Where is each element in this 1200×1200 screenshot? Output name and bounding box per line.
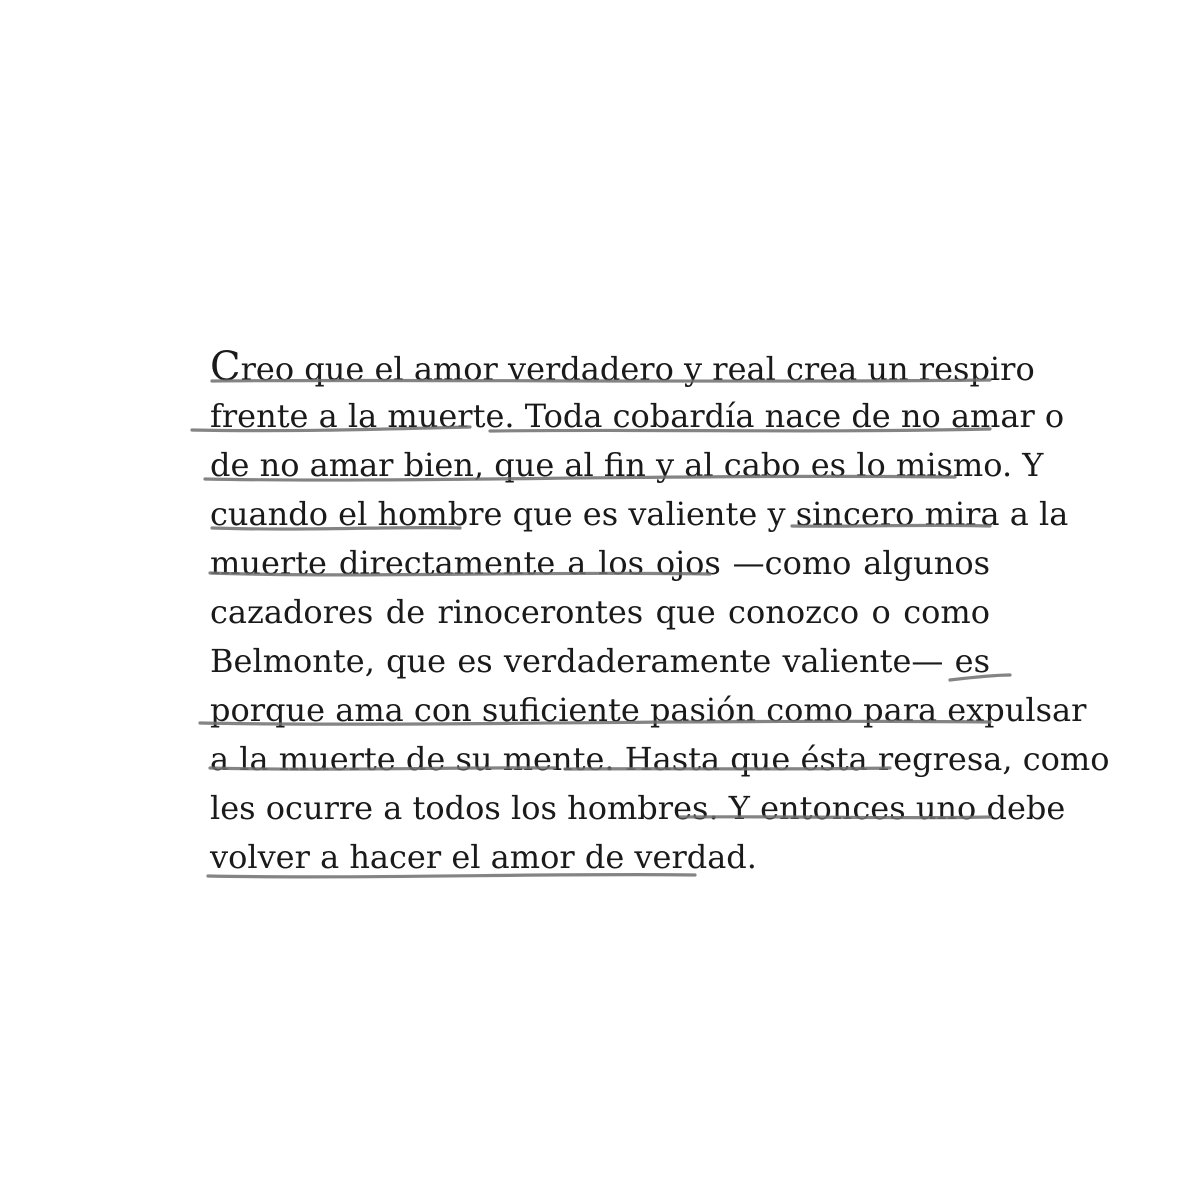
quote-paragraph [210, 343, 1110, 882]
quote-line-1 [210, 343, 1035, 392]
quote-line-3: de no amar bien, que al fin y al cabo es lo mismo. Y [210, 446, 1044, 484]
quote-line-1-text: reo que el amor verdadero y real crea un respiro [240, 350, 1035, 388]
quote-line-6: cazadores de rinocerontes que conozco o como [210, 593, 990, 631]
quote-line-5: muerte directamente a los ojos —como algunos [210, 544, 990, 582]
quote-line-11: volver a hacer el amor de verdad. [210, 838, 757, 876]
quote-line-8: porque ama con suficiente pasión como para expulsar [210, 691, 1087, 729]
quote-line-10: les ocurre a todos los hombres. Y entonces uno debe [210, 789, 1066, 827]
quote-line-7: Belmonte, que es verdaderamente valiente— es [210, 642, 990, 680]
quote-line-9: a la muerte de su mente. Hasta que ésta regresa, como [210, 740, 1110, 778]
quote-line-4: cuando el hombre que es valiente y sincero mira a la [210, 495, 1069, 533]
drop-cap: C [210, 344, 241, 390]
quote-line-2: frente a la muerte. Toda cobardía nace de no amar o [210, 397, 1065, 435]
